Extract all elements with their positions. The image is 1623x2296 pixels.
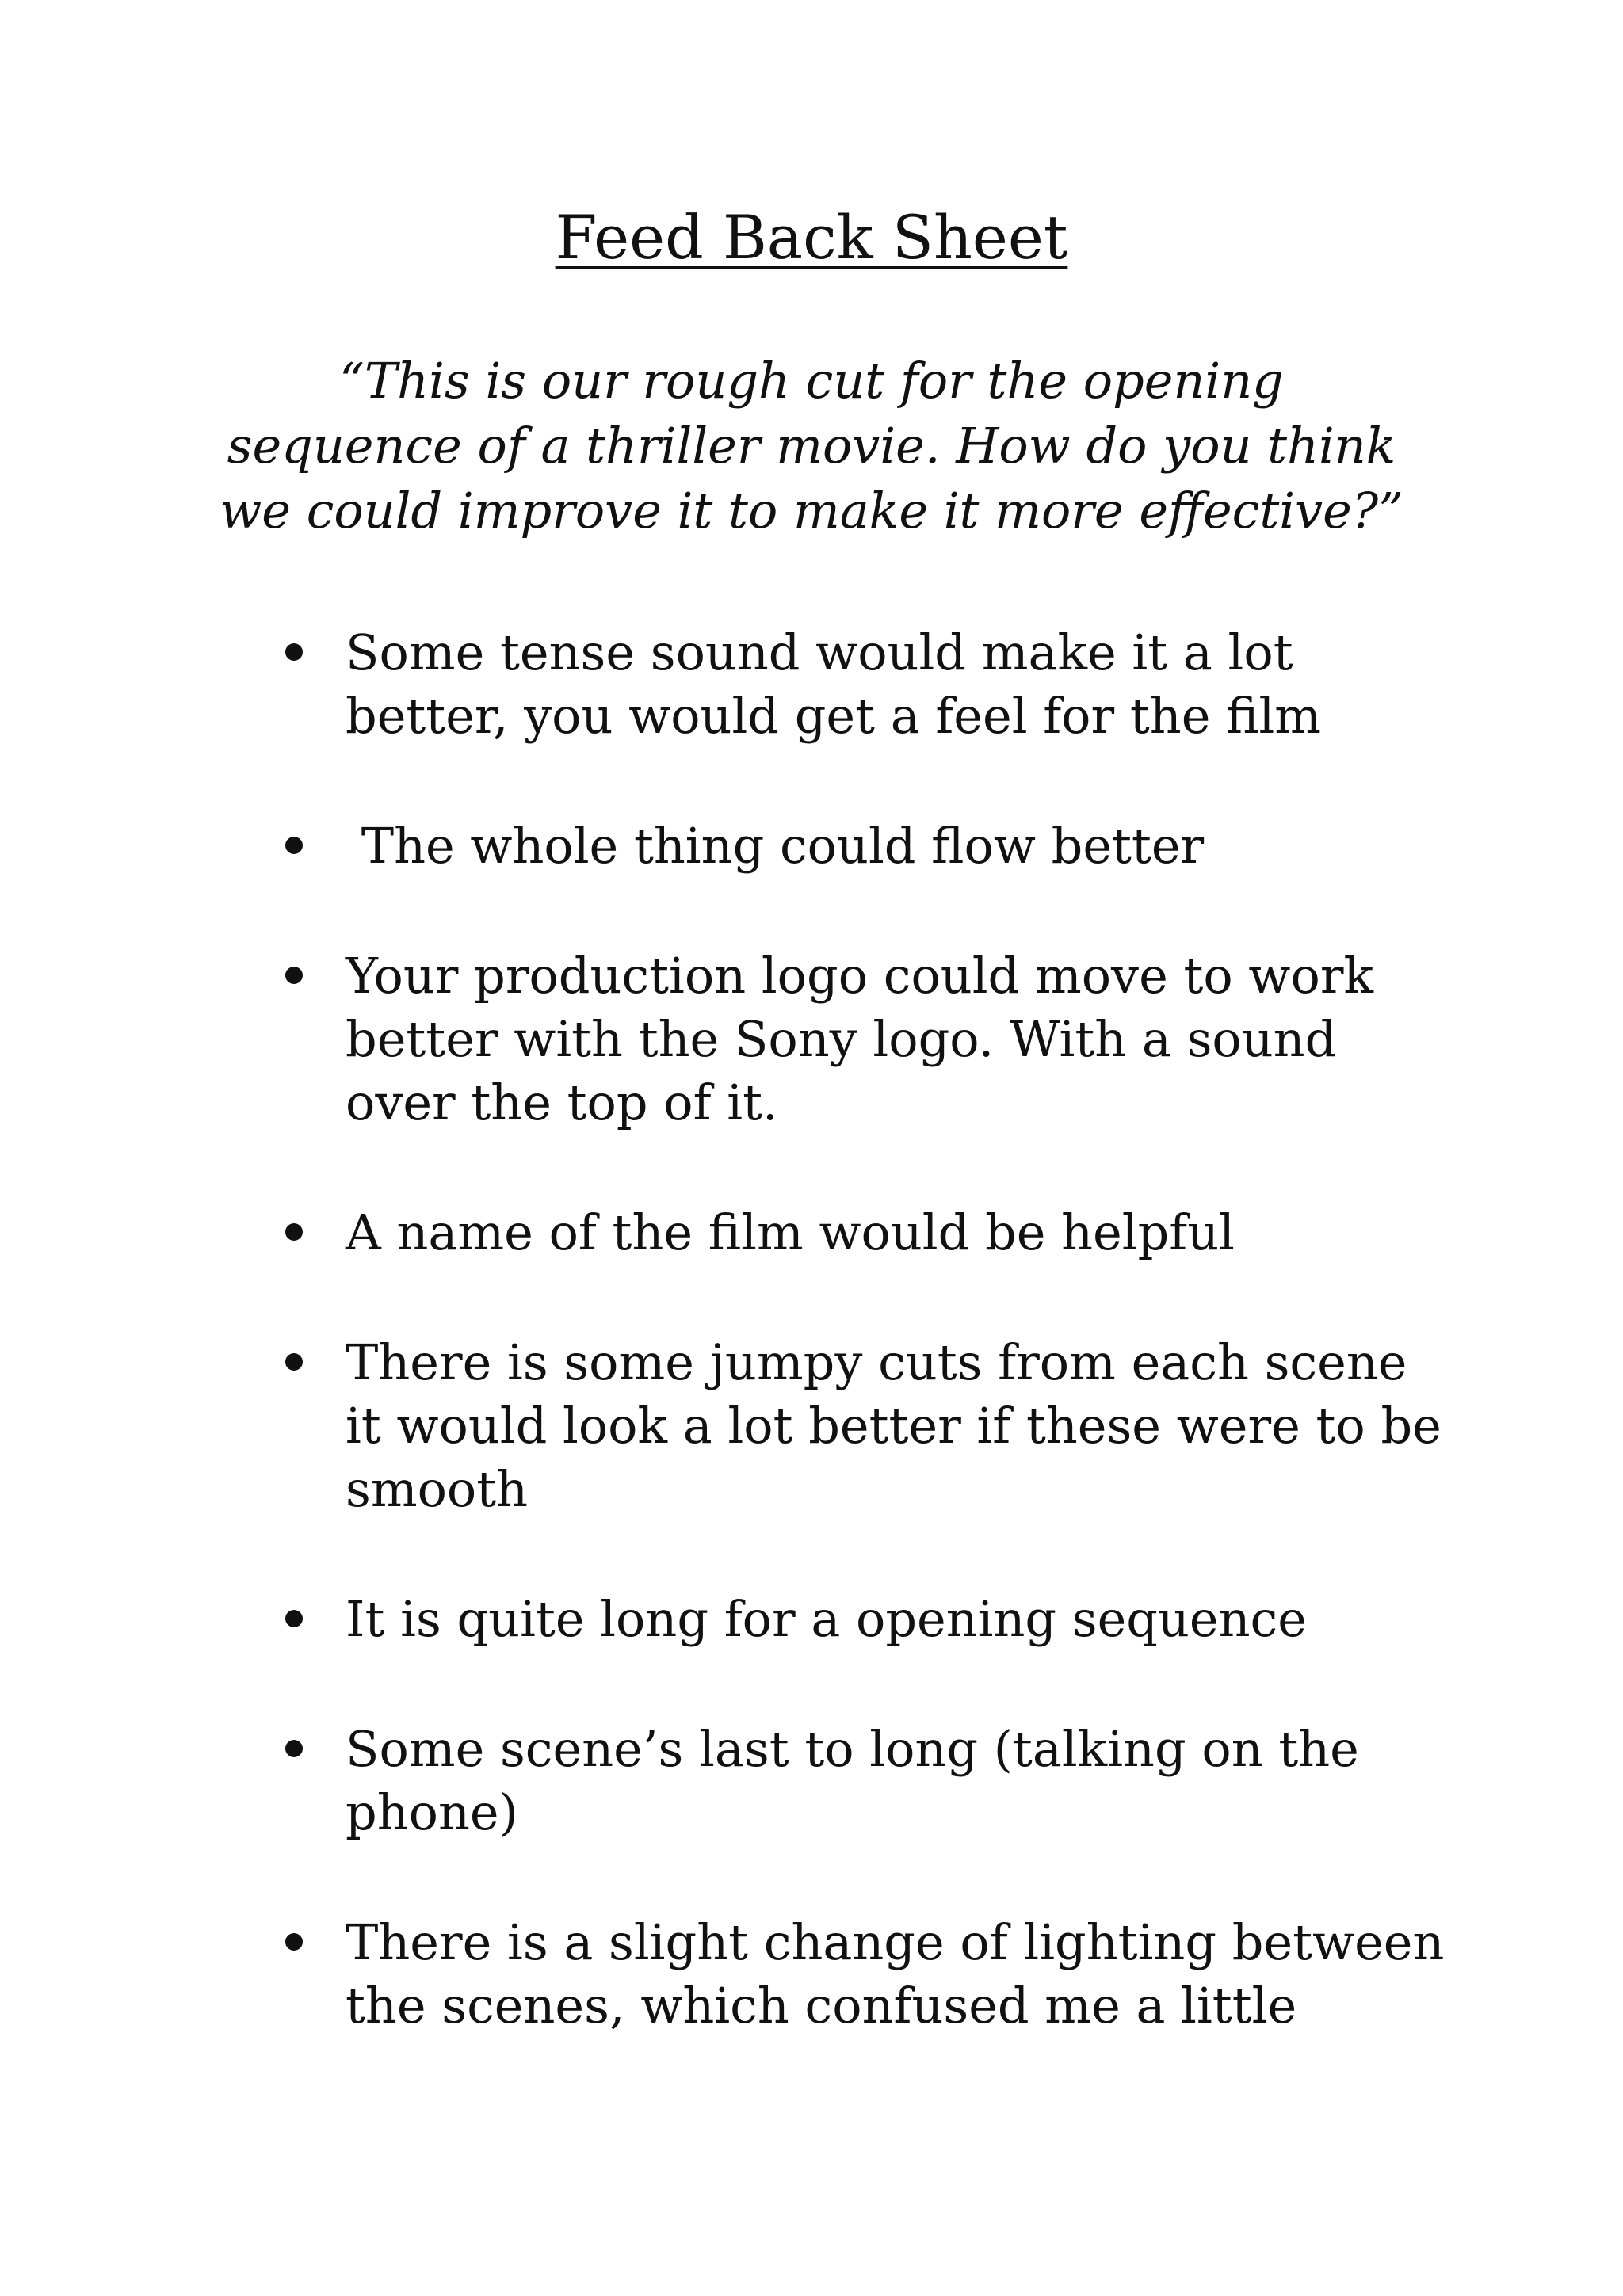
page-title: Feed Back Sheet — [555, 202, 1068, 273]
feedback-item — [285, 1331, 1450, 1521]
feedback-item — [285, 1911, 1450, 2038]
feedback-item — [285, 1588, 1450, 1651]
feedback-item — [285, 1718, 1450, 1844]
feedback-list — [285, 621, 1450, 2104]
feedback-text: The whole thing could flow better — [346, 817, 1205, 875]
bullet-icon — [285, 1610, 303, 1627]
question-prompt: “This is our rough cut for the opening sequence of a thriller movie. How do you think we could improve it to make it more effective?” — [220, 352, 1403, 540]
bullet-icon — [285, 967, 303, 984]
bullet-icon — [285, 837, 303, 854]
feedback-text: A name of the film would be helpful — [346, 1203, 1235, 1261]
feedback-text: Some scene’s last to long (talking on the phone) — [346, 1720, 1359, 1841]
bullet-icon — [285, 1740, 303, 1757]
feedback-text: There is a slight change of lighting between the scenes, which confused me a little — [346, 1913, 1445, 2035]
bullet-icon — [285, 1223, 303, 1241]
bullet-icon — [285, 643, 303, 661]
feedback-text: There is some jumpy cuts from each scene it would look a lot better if these were to be smooth — [346, 1333, 1442, 1518]
feedback-item — [285, 944, 1450, 1135]
feedback-item — [285, 1201, 1450, 1264]
bullet-icon — [285, 1353, 303, 1371]
feedback-text: Your production logo could move to work better with the Sony logo. With a sound over the top of it. — [346, 947, 1374, 1131]
feedback-item — [285, 814, 1450, 878]
bullet-icon — [285, 1933, 303, 1951]
feedback-text: Some tense sound would make it a lot better, you would get a feel for the film — [346, 624, 1322, 745]
feedback-text: It is quite long for a opening sequence — [346, 1590, 1307, 1648]
feedback-item — [285, 621, 1450, 748]
